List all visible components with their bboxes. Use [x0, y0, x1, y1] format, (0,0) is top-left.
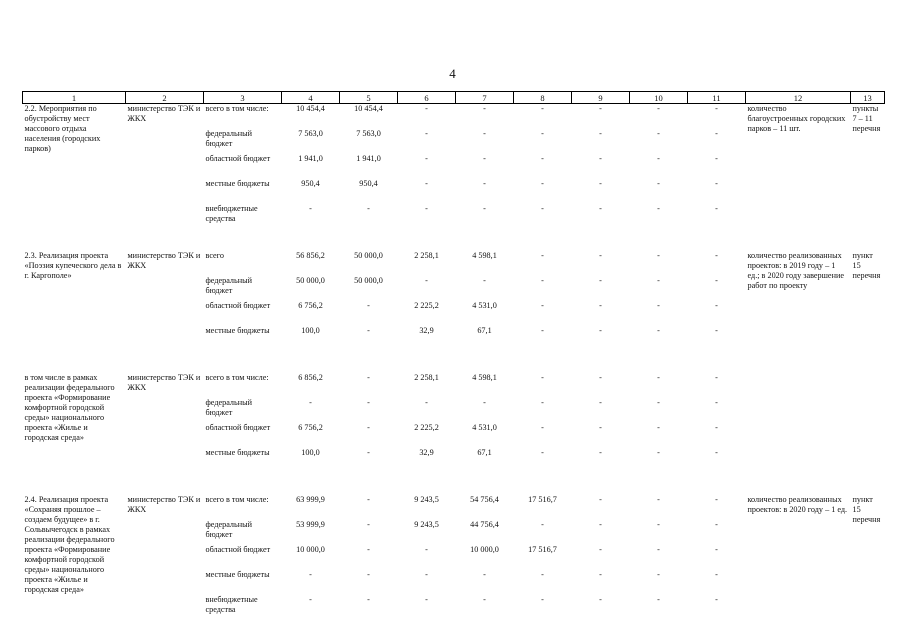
amount-cell: 2 225,2 — [414, 301, 439, 310]
amount-cell: - — [599, 276, 602, 285]
amount-cell: - — [541, 301, 544, 310]
amount-cell: - — [657, 154, 660, 163]
amount-cell: 50 000,0 — [354, 251, 383, 260]
amount-cell: - — [367, 301, 370, 310]
amount-cell: - — [483, 595, 486, 604]
amount-cell: - — [541, 154, 544, 163]
amount-cell: 950,4 — [301, 179, 320, 188]
amount-cell: - — [425, 154, 428, 163]
amount-cell: - — [541, 423, 544, 432]
funding-source: всего — [205, 251, 224, 260]
amount-cell: - — [715, 276, 718, 285]
funding-source: внебюджетные средства — [205, 595, 258, 614]
amount-cell: - — [599, 301, 602, 310]
amount-cell: - — [599, 545, 602, 554]
reference: пункт 15 перечня — [852, 495, 881, 524]
amount-cell: - — [715, 495, 718, 504]
amount-cell: 63 999,9 — [296, 495, 325, 504]
column-header-2: 2 — [126, 92, 204, 104]
funding-source: внебюджетные средства — [205, 204, 258, 223]
amount-cell: - — [599, 179, 602, 188]
amount-cell: - — [599, 154, 602, 163]
amount-cell: - — [715, 251, 718, 260]
amount-cell: - — [715, 204, 718, 213]
amount-cell: - — [657, 104, 660, 113]
amount-cell: 2 225,2 — [414, 423, 439, 432]
amount-cell: - — [367, 520, 370, 529]
measure-name: 2.3. Реализация проекта «Поэзия купеческого дела в г. Каргополе» — [24, 251, 122, 280]
amount-cell: - — [367, 495, 370, 504]
amount-cell: - — [657, 423, 660, 432]
amount-cell: - — [657, 129, 660, 138]
amount-cell: - — [657, 595, 660, 604]
amount-cell: - — [657, 204, 660, 213]
column-header-12: 12 — [746, 92, 851, 104]
amount-cell: - — [541, 104, 544, 113]
funding-source: областной бюджет — [205, 301, 271, 310]
amount-cell: - — [599, 251, 602, 260]
amount-cell: - — [483, 154, 486, 163]
column-header-5: 5 — [340, 92, 398, 104]
amount-cell: - — [715, 520, 718, 529]
amount-cell: - — [715, 423, 718, 432]
amount-cell: - — [657, 179, 660, 188]
amount-cell: - — [715, 570, 718, 579]
column-header-4: 4 — [282, 92, 340, 104]
funding-source: местные бюджеты — [205, 179, 270, 188]
amount-cell: - — [541, 129, 544, 138]
amount-cell: - — [599, 570, 602, 579]
amount-cell: 100,0 — [301, 448, 320, 457]
amount-cell: - — [599, 398, 602, 407]
amount-cell: 4 598,1 — [472, 373, 497, 382]
amount-cell: 6 756,2 — [298, 301, 323, 310]
column-header-13: 13 — [851, 92, 885, 104]
amount-cell: 100,0 — [301, 326, 320, 335]
measure-name: в том числе в рамках реализации федерального проекта «Формирование комфортной городской среды» национального проекта «Жилье и городская среда» — [24, 373, 115, 442]
executor: министерство ТЭК и ЖКХ — [127, 495, 201, 514]
indicator: количество реализованных проектов: в 2019 году – 1 ед.; в 2020 году завершение работ по проекту — [747, 251, 844, 290]
amount-cell: - — [541, 448, 544, 457]
column-header-9: 9 — [572, 92, 630, 104]
amount-cell: - — [425, 276, 428, 285]
amount-cell: 54 756,4 — [470, 495, 499, 504]
amount-cell: - — [657, 326, 660, 335]
amount-cell: 4 531,0 — [472, 423, 497, 432]
amount-cell: - — [599, 423, 602, 432]
funding-source: местные бюджеты — [205, 326, 270, 335]
amount-cell: - — [425, 398, 428, 407]
amount-cell: - — [367, 326, 370, 335]
amount-cell: - — [425, 104, 428, 113]
amount-cell: - — [541, 179, 544, 188]
amount-cell: - — [657, 448, 660, 457]
funding-source: областной бюджет — [205, 423, 271, 432]
amount-cell: - — [657, 495, 660, 504]
funding-source: федеральный бюджет — [205, 520, 253, 539]
funding-source: областной бюджет — [205, 545, 271, 554]
amount-cell: - — [599, 373, 602, 382]
amount-cell: - — [541, 204, 544, 213]
amount-cell: - — [483, 104, 486, 113]
amount-cell: - — [483, 570, 486, 579]
section-gap — [23, 473, 885, 495]
funding-source: федеральный бюджет — [205, 276, 253, 295]
executor: министерство ТЭК и ЖКХ — [127, 104, 201, 123]
amount-cell: - — [367, 204, 370, 213]
amount-cell: - — [715, 545, 718, 554]
funding-source: местные бюджеты — [205, 570, 270, 579]
amount-cell: - — [541, 520, 544, 529]
reference: пункты 7 – 11 перечня — [852, 104, 881, 133]
amount-cell: - — [309, 570, 312, 579]
amount-cell: 2 258,1 — [414, 373, 439, 382]
funding-source: всего в том числе: — [205, 104, 269, 113]
funding-source: всего в том числе: — [205, 495, 269, 504]
amount-cell: - — [541, 373, 544, 382]
amount-cell: 1 941,0 — [356, 154, 381, 163]
column-header-1: 1 — [23, 92, 126, 104]
amount-cell: - — [599, 129, 602, 138]
amount-cell: 56 856,2 — [296, 251, 325, 260]
amount-cell: - — [425, 179, 428, 188]
table-row — [23, 495, 885, 520]
amount-cell: - — [715, 154, 718, 163]
reference: пункт 15 перечня — [852, 251, 881, 280]
amount-cell: - — [425, 129, 428, 138]
amount-cell: - — [657, 276, 660, 285]
amount-cell: - — [715, 129, 718, 138]
amount-cell: - — [715, 448, 718, 457]
amount-cell: 10 454,4 — [296, 104, 325, 113]
amount-cell: - — [715, 398, 718, 407]
amount-cell: - — [657, 301, 660, 310]
column-header-7: 7 — [456, 92, 514, 104]
amount-cell: - — [599, 104, 602, 113]
column-number-row — [23, 92, 885, 104]
amount-cell: - — [425, 204, 428, 213]
measure-name: 2.4. Реализация проекта «Сохраняя прошлое – создаем будущее» в г. Сольвычегодск в рамках реализации федерального проекта «Формирование комфортной городской среды» национального проекта «Жилье и городская среда» — [24, 495, 115, 594]
amount-cell: 2 258,1 — [414, 251, 439, 260]
amount-cell: 17 516,7 — [528, 545, 557, 554]
amount-cell: - — [599, 326, 602, 335]
section-gap — [23, 229, 885, 251]
amount-cell: - — [425, 545, 428, 554]
amount-cell: - — [657, 570, 660, 579]
amount-cell: - — [367, 423, 370, 432]
amount-cell: 10 000,0 — [296, 545, 325, 554]
amount-cell: - — [715, 595, 718, 604]
amount-cell: 950,4 — [359, 179, 378, 188]
amount-cell: - — [599, 495, 602, 504]
amount-cell: - — [367, 448, 370, 457]
amount-cell: - — [309, 398, 312, 407]
amount-cell: 50 000,0 — [296, 276, 325, 285]
amount-cell: - — [599, 204, 602, 213]
amount-cell: 9 243,5 — [414, 520, 439, 529]
amount-cell: - — [541, 398, 544, 407]
amount-cell: 32,9 — [419, 326, 434, 335]
column-header-10: 10 — [630, 92, 688, 104]
section-gap — [23, 351, 885, 373]
amount-cell: - — [541, 251, 544, 260]
amount-cell: 9 243,5 — [414, 495, 439, 504]
amount-cell: - — [367, 398, 370, 407]
funding-source: федеральный бюджет — [205, 398, 253, 417]
indicator: количество реализованных проектов: в 2020 году – 1 ед. — [747, 495, 848, 514]
table-body — [23, 104, 885, 621]
funding-source: областной бюджет — [205, 154, 271, 163]
amount-cell: 4 598,1 — [472, 251, 497, 260]
amount-cell: 67,1 — [477, 448, 492, 457]
amount-cell: - — [599, 448, 602, 457]
amount-cell: - — [657, 251, 660, 260]
measure-name: 2.2. Мероприятия по обустройству мест массового отдыха населения (городских парков) — [24, 104, 101, 153]
amount-cell: 17 516,7 — [528, 495, 557, 504]
amount-cell: - — [309, 595, 312, 604]
amount-cell: 7 563,0 — [298, 129, 323, 138]
amount-cell: - — [483, 204, 486, 213]
amount-cell: 44 756,4 — [470, 520, 499, 529]
executor: министерство ТЭК и ЖКХ — [127, 373, 201, 392]
reference — [851, 373, 885, 473]
amount-cell: 6 756,2 — [298, 423, 323, 432]
amount-cell: - — [541, 276, 544, 285]
amount-cell: 7 563,0 — [356, 129, 381, 138]
amount-cell: - — [541, 326, 544, 335]
amount-cell: - — [367, 595, 370, 604]
amount-cell: - — [541, 570, 544, 579]
amount-cell: - — [715, 179, 718, 188]
funding-source: местные бюджеты — [205, 448, 270, 457]
column-header-11: 11 — [688, 92, 746, 104]
amount-cell: - — [599, 520, 602, 529]
funding-source: всего в том числе: — [205, 373, 269, 382]
column-header-3: 3 — [204, 92, 282, 104]
amount-cell: - — [715, 373, 718, 382]
amount-cell: - — [367, 373, 370, 382]
executor: министерство ТЭК и ЖКХ — [127, 251, 201, 270]
amount-cell: - — [483, 179, 486, 188]
indicator: количество благоустроенных городских парков – 11 шт. — [747, 104, 846, 133]
amount-cell: - — [483, 398, 486, 407]
amount-cell: 32,9 — [419, 448, 434, 457]
column-header-8: 8 — [514, 92, 572, 104]
amount-cell: 53 999,9 — [296, 520, 325, 529]
amount-cell: 4 531,0 — [472, 301, 497, 310]
amount-cell: - — [309, 204, 312, 213]
amount-cell: 10 454,4 — [354, 104, 383, 113]
amount-cell: 50 000,0 — [354, 276, 383, 285]
amount-cell: - — [541, 595, 544, 604]
amount-cell: - — [657, 520, 660, 529]
amount-cell: - — [657, 373, 660, 382]
amount-cell: - — [715, 104, 718, 113]
amount-cell: - — [367, 570, 370, 579]
amount-cell: 10 000,0 — [470, 545, 499, 554]
amount-cell: - — [715, 301, 718, 310]
table-row — [23, 104, 885, 130]
amount-cell: - — [599, 595, 602, 604]
indicator — [746, 373, 851, 473]
amount-cell: - — [657, 545, 660, 554]
amount-cell: 67,1 — [477, 326, 492, 335]
amount-cell: - — [483, 129, 486, 138]
amount-cell: - — [367, 545, 370, 554]
amount-cell: - — [657, 398, 660, 407]
table-row — [23, 251, 885, 276]
amount-cell: - — [483, 276, 486, 285]
amount-cell: 1 941,0 — [298, 154, 323, 163]
column-header-6: 6 — [398, 92, 456, 104]
amount-cell: - — [425, 570, 428, 579]
amount-cell: 6 856,2 — [298, 373, 323, 382]
amount-cell: - — [425, 595, 428, 604]
funding-source: федеральный бюджет — [205, 129, 253, 148]
budget-table — [22, 91, 885, 620]
table-row — [23, 373, 885, 398]
page-number: 4 — [449, 66, 456, 81]
amount-cell: - — [715, 326, 718, 335]
